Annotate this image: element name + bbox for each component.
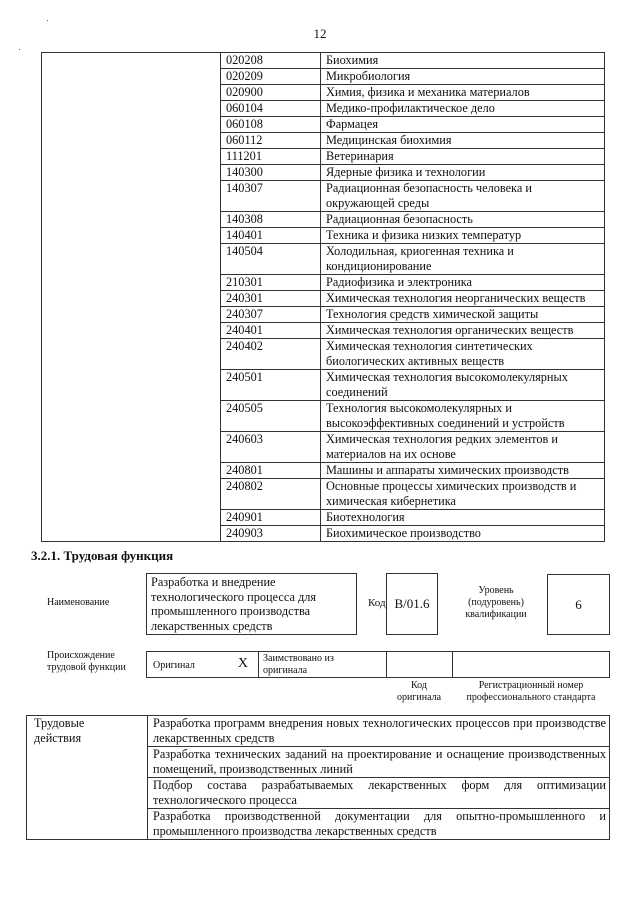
specialty-code: 240307 — [221, 307, 321, 323]
specialty-code: 240903 — [221, 526, 321, 542]
specialty-name: Биохимическое производство — [321, 526, 605, 542]
specialty-name: Радиационная безопасность — [321, 212, 605, 228]
origin-label-line: Происхождение — [47, 650, 115, 661]
specialty-name: Техника и физика низких температур — [321, 228, 605, 244]
original-cell — [147, 652, 259, 677]
specialty-name: Химическая технология редких элементов и материалов на их основе — [321, 432, 605, 463]
header-line: действия — [34, 731, 82, 745]
specialty-name: Химическая технология органических веществ — [321, 323, 605, 339]
original-code-caption — [386, 680, 452, 704]
specialty-code: 111201 — [221, 149, 321, 165]
specialty-name: Основные процессы химических производств и химическая кибернетика — [321, 479, 605, 510]
origin-label-line: трудовой функции — [47, 662, 126, 673]
specialty-code: 060108 — [221, 117, 321, 133]
specialty-code: 020208 — [221, 53, 321, 69]
borrowed-label-line: оригинала — [263, 665, 308, 676]
labor-action-item: Разработка технических заданий на проектирование и оснащение производственных помещений, производственных линий — [148, 747, 610, 778]
qualification-level-label — [452, 585, 540, 621]
specialty-code: 020209 — [221, 69, 321, 85]
borrowed-label — [263, 653, 334, 677]
caption-line: Регистрационный номер — [478, 680, 584, 691]
scan-speck — [47, 20, 48, 21]
specialty-name: Технология высокомолекулярных и высокоэффективных соединений и устройств — [321, 401, 605, 432]
specialty-name: Химическая технология неорганических веществ — [321, 291, 605, 307]
labor-actions-header — [27, 716, 148, 840]
caption-line: Код — [411, 680, 427, 691]
specialty-name: Ядерные физика и технологии — [321, 165, 605, 181]
origin-label — [47, 650, 126, 674]
level-label-line: (подуровень) — [468, 597, 524, 608]
function-code-value: B/01.6 — [394, 596, 430, 611]
caption-line: оригинала — [396, 692, 442, 703]
specialty-name: Медико-профилактическое дело — [321, 101, 605, 117]
specialty-code: 140307 — [221, 181, 321, 212]
function-code-field — [386, 573, 438, 635]
borrowed-cell — [259, 652, 387, 677]
specialty-code: 140300 — [221, 165, 321, 181]
code-label: Код — [368, 597, 386, 609]
specialty-code: 240901 — [221, 510, 321, 526]
specialty-code: 020900 — [221, 85, 321, 101]
specialty-name: Радиационная безопасность человека и окружающей среды — [321, 181, 605, 212]
specialty-code: 240505 — [221, 401, 321, 432]
specialty-name: Фармацея — [321, 117, 605, 133]
specialty-code: 140308 — [221, 212, 321, 228]
specialty-name: Медицинская биохимия — [321, 133, 605, 149]
specialty-name: Холодильная, криогенная техника и кондиционирование — [321, 244, 605, 275]
borrowed-label-line: Заимствовано из — [263, 653, 334, 664]
specialty-name: Биотехнология — [321, 510, 605, 526]
specialty-code: 240402 — [221, 339, 321, 370]
original-code-cell — [387, 652, 453, 677]
section-title: 3.2.1. Трудовая функция — [31, 548, 174, 563]
specialty-name: Технология средств химической защиты — [321, 307, 605, 323]
specialty-code: 240401 — [221, 323, 321, 339]
labor-actions-table — [26, 715, 610, 840]
specialty-name: Химия, физика и механика материалов — [321, 85, 605, 101]
level-label-line: квалификации — [465, 609, 527, 620]
specialty-name: Машины и аппараты химических производств — [321, 463, 605, 479]
specialty-row — [42, 53, 605, 69]
header-line: Трудовые — [34, 716, 85, 730]
caption-line: профессионального стандарта — [466, 692, 596, 703]
specialty-code: 240301 — [221, 291, 321, 307]
specialty-code: 140401 — [221, 228, 321, 244]
specialty-code: 240501 — [221, 370, 321, 401]
registration-number-cell — [453, 652, 609, 677]
qualification-level-field — [547, 574, 610, 635]
labor-action-item: Разработка производственной документации для опытно-промышленного и промышленного производства лекарственных средств — [148, 809, 610, 840]
specialties-table — [41, 52, 605, 542]
labor-action-item: Подбор состава разрабатываемых лекарственных форм для оптимизации технологического процесса — [148, 778, 610, 809]
specialty-name: Биохимия — [321, 53, 605, 69]
specialty-code: 060112 — [221, 133, 321, 149]
specialty-code: 240603 — [221, 432, 321, 463]
function-name-field: Разработка и внедрение технологического процесса для промышленного производства лекарственных средств — [146, 573, 357, 635]
specialty-name: Ветеринария — [321, 149, 605, 165]
specialty-code: 140504 — [221, 244, 321, 275]
origin-row — [146, 651, 610, 678]
qualification-level-value: 6 — [575, 596, 582, 612]
specialty-name: Химическая технология синтетических биологических активных веществ — [321, 339, 605, 370]
name-label: Наименование — [47, 597, 110, 608]
level-label-line: Уровень — [478, 585, 514, 596]
labor-action-item: Разработка программ внедрения новых технологических процессов при производстве лекарственных средств — [148, 716, 610, 747]
specialty-code: 240801 — [221, 463, 321, 479]
specialty-name: Микробиология — [321, 69, 605, 85]
specialty-code: 060104 — [221, 101, 321, 117]
original-mark: X — [237, 656, 248, 671]
registration-number-caption — [452, 680, 610, 704]
labor-action-row — [27, 716, 610, 747]
specialty-name: Химическая технология высокомолекулярных соединений — [321, 370, 605, 401]
specialty-name: Радиофизика и электроника — [321, 275, 605, 291]
specialty-code: 210301 — [221, 275, 321, 291]
scan-speck — [19, 49, 20, 50]
page-number: 12 — [313, 26, 327, 41]
empty-cell — [42, 53, 221, 542]
original-label: Оригинал — [153, 660, 195, 671]
specialty-code: 240802 — [221, 479, 321, 510]
